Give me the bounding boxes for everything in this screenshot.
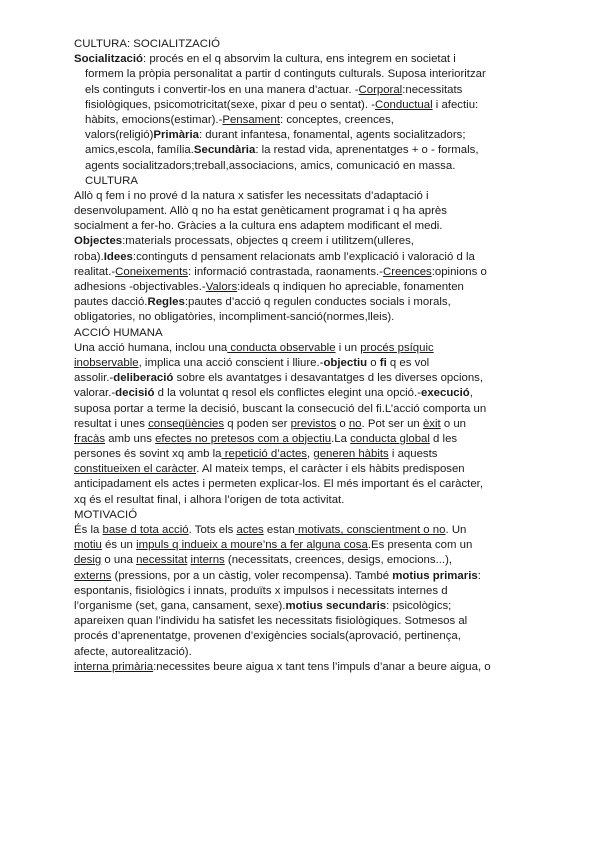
- text-line: [74, 402, 530, 417]
- text-segment: formem la pròpia personalitat a partir d continguts culturals. Suposa interioritzar: [85, 68, 486, 81]
- text-segment: q es vol: [386, 356, 430, 369]
- text-line: [74, 83, 530, 98]
- underlined-term: necessitat: [136, 554, 188, 567]
- text-segment: CULTURA: [85, 174, 138, 187]
- text-segment: valorar.-: [74, 387, 116, 400]
- text-line: [74, 37, 530, 52]
- underlined-term: interns: [190, 554, 225, 567]
- text-line: [74, 432, 530, 447]
- text-line: [74, 295, 530, 310]
- text-segment: anticipadament els actes i permeten explicar-los. El més important és el caràcter,: [74, 478, 483, 491]
- bold-term: Objectes: [74, 235, 123, 248]
- text-segment: : informació contrastada, raonaments.-: [187, 265, 383, 278]
- text-segment: resultat i unes: [74, 417, 149, 430]
- text-segment: (pressions, por a un càstig, voler recompensa). També: [111, 569, 393, 582]
- text-segment: l’organisme (set, gana, cansament, sexe).: [74, 599, 286, 612]
- text-segment: és un: [101, 539, 137, 552]
- text-segment: i aquests: [388, 448, 438, 461]
- text-segment: afecte, autorealització).: [74, 645, 192, 658]
- text-line: [74, 371, 530, 386]
- text-segment: :: [477, 569, 481, 582]
- text-segment: (necessitats, creences, desigs, emocions...),: [224, 554, 453, 567]
- bold-term: Regles: [147, 296, 185, 309]
- text-segment: hàbits, emocions(estimar).-: [85, 113, 223, 126]
- underlined-term: Conductual: [374, 98, 433, 111]
- underlined-term: Pensament: [222, 113, 280, 126]
- text-line: [74, 326, 530, 341]
- text-segment: , implica una acció conscient i lliure.-: [138, 356, 324, 369]
- text-segment: :necessitats: [402, 83, 463, 96]
- text-segment: .La: [331, 432, 351, 445]
- text-segment: :continguts d pensament relacionats amb l’explicació i valoració d la: [132, 250, 475, 263]
- text-line: [74, 417, 530, 432]
- underlined-term: èxit: [422, 417, 441, 430]
- text-segment: :opinions o: [431, 265, 487, 278]
- underlined-term: impuls q indueix a moure’ns a fer alguna cosa: [136, 539, 368, 552]
- bold-term: motius primaris: [392, 569, 478, 582]
- text-line: [74, 341, 530, 356]
- text-segment: els continguts i convertir-los en una manera d’actuar. -: [85, 83, 359, 96]
- text-segment: socialment a fer-ho. Gràcies a la cultura ens adaptem modificant el medi.: [74, 220, 443, 233]
- underlined-term: Coneixements: [115, 265, 188, 278]
- text-segment: o: [336, 417, 349, 430]
- bold-term: motius secundaris: [285, 599, 387, 612]
- text-segment: obligatories, no obligatòries, incompliment-sanció(normes,lleis).: [74, 311, 395, 324]
- text-line: [74, 143, 530, 158]
- text-segment: fisiològiques, psicomotricitat(sexe, pixar d peu o sentat). -: [85, 98, 375, 111]
- underlined-term: repetició d’actes: [221, 448, 308, 461]
- text-segment: : durant infantesa, fonamental, agents socialitzadors;: [198, 129, 466, 142]
- text-line: [74, 493, 530, 508]
- bold-term: Socialització: [74, 53, 144, 66]
- underlined-term: motiu: [74, 539, 102, 552]
- bold-term: deliberació: [113, 372, 174, 385]
- text-segment: pautes dacció.: [74, 296, 148, 309]
- underlined-term: Creences: [382, 265, 432, 278]
- text-line: [74, 356, 530, 371]
- text-segment: : procés en el q absorvim la cultura, ens integrem en societat i: [143, 53, 456, 66]
- text-segment: .Es presenta com un: [367, 539, 473, 552]
- text-line: [74, 553, 530, 568]
- underlined-term: base d tota acció: [102, 524, 189, 536]
- text-line: [74, 645, 530, 660]
- text-segment: . Un: [445, 524, 467, 536]
- text-line: [74, 265, 530, 280]
- text-segment: d la voluntat q resol els conflictes elegint una opció.-: [154, 387, 421, 400]
- text-line: [74, 219, 530, 234]
- text-segment: agents socialitzadors;treball,associacions, amics, comunicació en massa.: [85, 159, 456, 172]
- text-line: [74, 538, 530, 553]
- text-segment: procés d’aprenentatge, provenen d’exigències socials(aprovació, pertinença,: [74, 630, 461, 643]
- underlined-term: interna primària: [74, 660, 154, 673]
- bold-term: objectiu: [323, 356, 368, 369]
- text-line: [74, 477, 530, 492]
- text-segment: : la restad vida, aprenentatges + o - formals,: [255, 144, 479, 157]
- text-segment: sobre els avantatges i desavantatges d les diverses opcions,: [173, 372, 484, 385]
- text-line: [74, 174, 530, 189]
- text-segment: xq és el resultat final, i alhora l’origen de tota activitat.: [74, 493, 345, 506]
- text-segment: valors(religió): [85, 129, 154, 142]
- text-line: [74, 614, 530, 629]
- text-line: [74, 204, 530, 219]
- text-line: [74, 660, 530, 675]
- text-line: [74, 310, 530, 325]
- text-line: [74, 462, 530, 477]
- text-segment: amics,escola, família.: [85, 144, 194, 157]
- text-segment: adhesions -objectivables.-: [74, 281, 206, 293]
- underlined-term: motivats, conscientment o no: [294, 524, 446, 536]
- underlined-term: conducta global: [350, 432, 430, 445]
- underlined-term: desig: [74, 554, 102, 567]
- text-line: [74, 447, 530, 462]
- bold-term: Secundària: [193, 144, 256, 157]
- text-segment: espontanis, fisiològics i innats, produïts x impulsos i necessitats internes d: [74, 584, 448, 597]
- text-line: [74, 523, 530, 538]
- text-segment: . Tots els: [188, 524, 237, 536]
- bold-term: fi: [379, 356, 387, 369]
- underlined-term: Valors: [205, 281, 238, 293]
- text-segment: realitat.-: [74, 265, 116, 278]
- text-line: [74, 386, 530, 401]
- text-segment: : psicològics;: [386, 599, 452, 612]
- underlined-term: fracàs: [74, 432, 106, 445]
- text-segment: . Pot ser un: [361, 417, 423, 430]
- text-line: [74, 508, 530, 523]
- text-segment: :necessites beure aigua x tant tens l’impuls d’anar a beure aigua, o: [153, 660, 491, 673]
- underlined-term: externs: [74, 569, 112, 582]
- text-segment: ACCIÓ HUMANA: [74, 326, 163, 339]
- underlined-term: previstos: [290, 417, 337, 430]
- text-segment: ,: [469, 387, 473, 400]
- text-line: [74, 52, 530, 67]
- text-line: [74, 113, 530, 128]
- text-line: [74, 629, 530, 644]
- text-line: [74, 189, 530, 204]
- underlined-term: no: [348, 417, 362, 430]
- text-line: [74, 250, 530, 265]
- text-segment: : conceptes, creences,: [280, 113, 394, 126]
- text-segment: CULTURA: SOCIALITZACIÓ: [74, 38, 220, 50]
- text-segment: o una: [101, 554, 137, 567]
- text-segment: suposa portar a terme la decisió, buscant la consecució del fi.L’acció comporta un: [74, 402, 487, 415]
- text-segment: q poden ser: [224, 417, 291, 430]
- text-segment: MOTIVACIÓ: [74, 508, 138, 521]
- text-segment: assolir.-: [74, 372, 114, 385]
- text-line: [74, 280, 530, 295]
- text-line: [74, 98, 530, 113]
- text-segment: o un: [440, 417, 467, 430]
- bold-term: Primària: [153, 129, 199, 142]
- underlined-term: procés psíquic: [360, 341, 434, 354]
- document-page: [74, 37, 530, 675]
- text-segment: i un: [335, 341, 361, 354]
- underlined-term: generen hàbits: [313, 448, 389, 461]
- text-line: [74, 234, 530, 249]
- underlined-term: inobservable: [74, 356, 139, 369]
- text-segment: desenvolupament. Allò q no ha estat genèticament programat i q ha après: [74, 205, 447, 218]
- text-line: [74, 128, 530, 143]
- text-line: [74, 67, 530, 82]
- text-segment: :pautes d’acció q regulen conductes socials i morals,: [184, 296, 451, 309]
- text-segment: . Al mateix temps, el caràcter i els hàbits predisposen: [196, 463, 465, 476]
- text-segment: Una acció humana, inclou una: [74, 341, 228, 354]
- text-segment: d les: [429, 432, 458, 445]
- bold-term: decisió: [115, 387, 155, 400]
- text-segment: persones és sovint xq amb la: [74, 448, 222, 461]
- underlined-term: conseqüències: [148, 417, 225, 430]
- underlined-term: conducta observable: [227, 341, 336, 354]
- text-segment: amb uns: [105, 432, 156, 445]
- text-segment: És la: [74, 524, 103, 536]
- text-segment: :ideals q indiquen ho apreciable, fonamenten: [237, 281, 464, 293]
- text-segment: apareixen quan l’individu ha satisfet les necessitats fisiològiques. Sotmesos al: [74, 615, 468, 628]
- text-line: [74, 599, 530, 614]
- text-segment: :materials processats, objectes q creem i utilitzem(ulleres,: [122, 235, 414, 248]
- text-segment: i afectiu:: [432, 98, 479, 111]
- text-line: [74, 569, 530, 584]
- text-line: [74, 584, 530, 599]
- underlined-term: constitueixen el caràcter: [74, 463, 197, 476]
- text-segment: roba).: [74, 250, 104, 263]
- text-segment: estan: [263, 524, 295, 536]
- text-segment: Allò q fem i no prové d la natura x satisfer les necessitats d’adaptació i: [74, 189, 429, 202]
- text-segment: o: [367, 356, 380, 369]
- text-line: [74, 159, 530, 174]
- underlined-term: efectes no pretesos com a objectiu: [155, 432, 332, 445]
- text-segment: ,: [307, 448, 314, 461]
- bold-term: execució: [420, 387, 470, 400]
- underlined-term: Corporal: [358, 83, 403, 96]
- underlined-term: actes: [236, 524, 264, 536]
- bold-term: Idees: [103, 250, 133, 263]
